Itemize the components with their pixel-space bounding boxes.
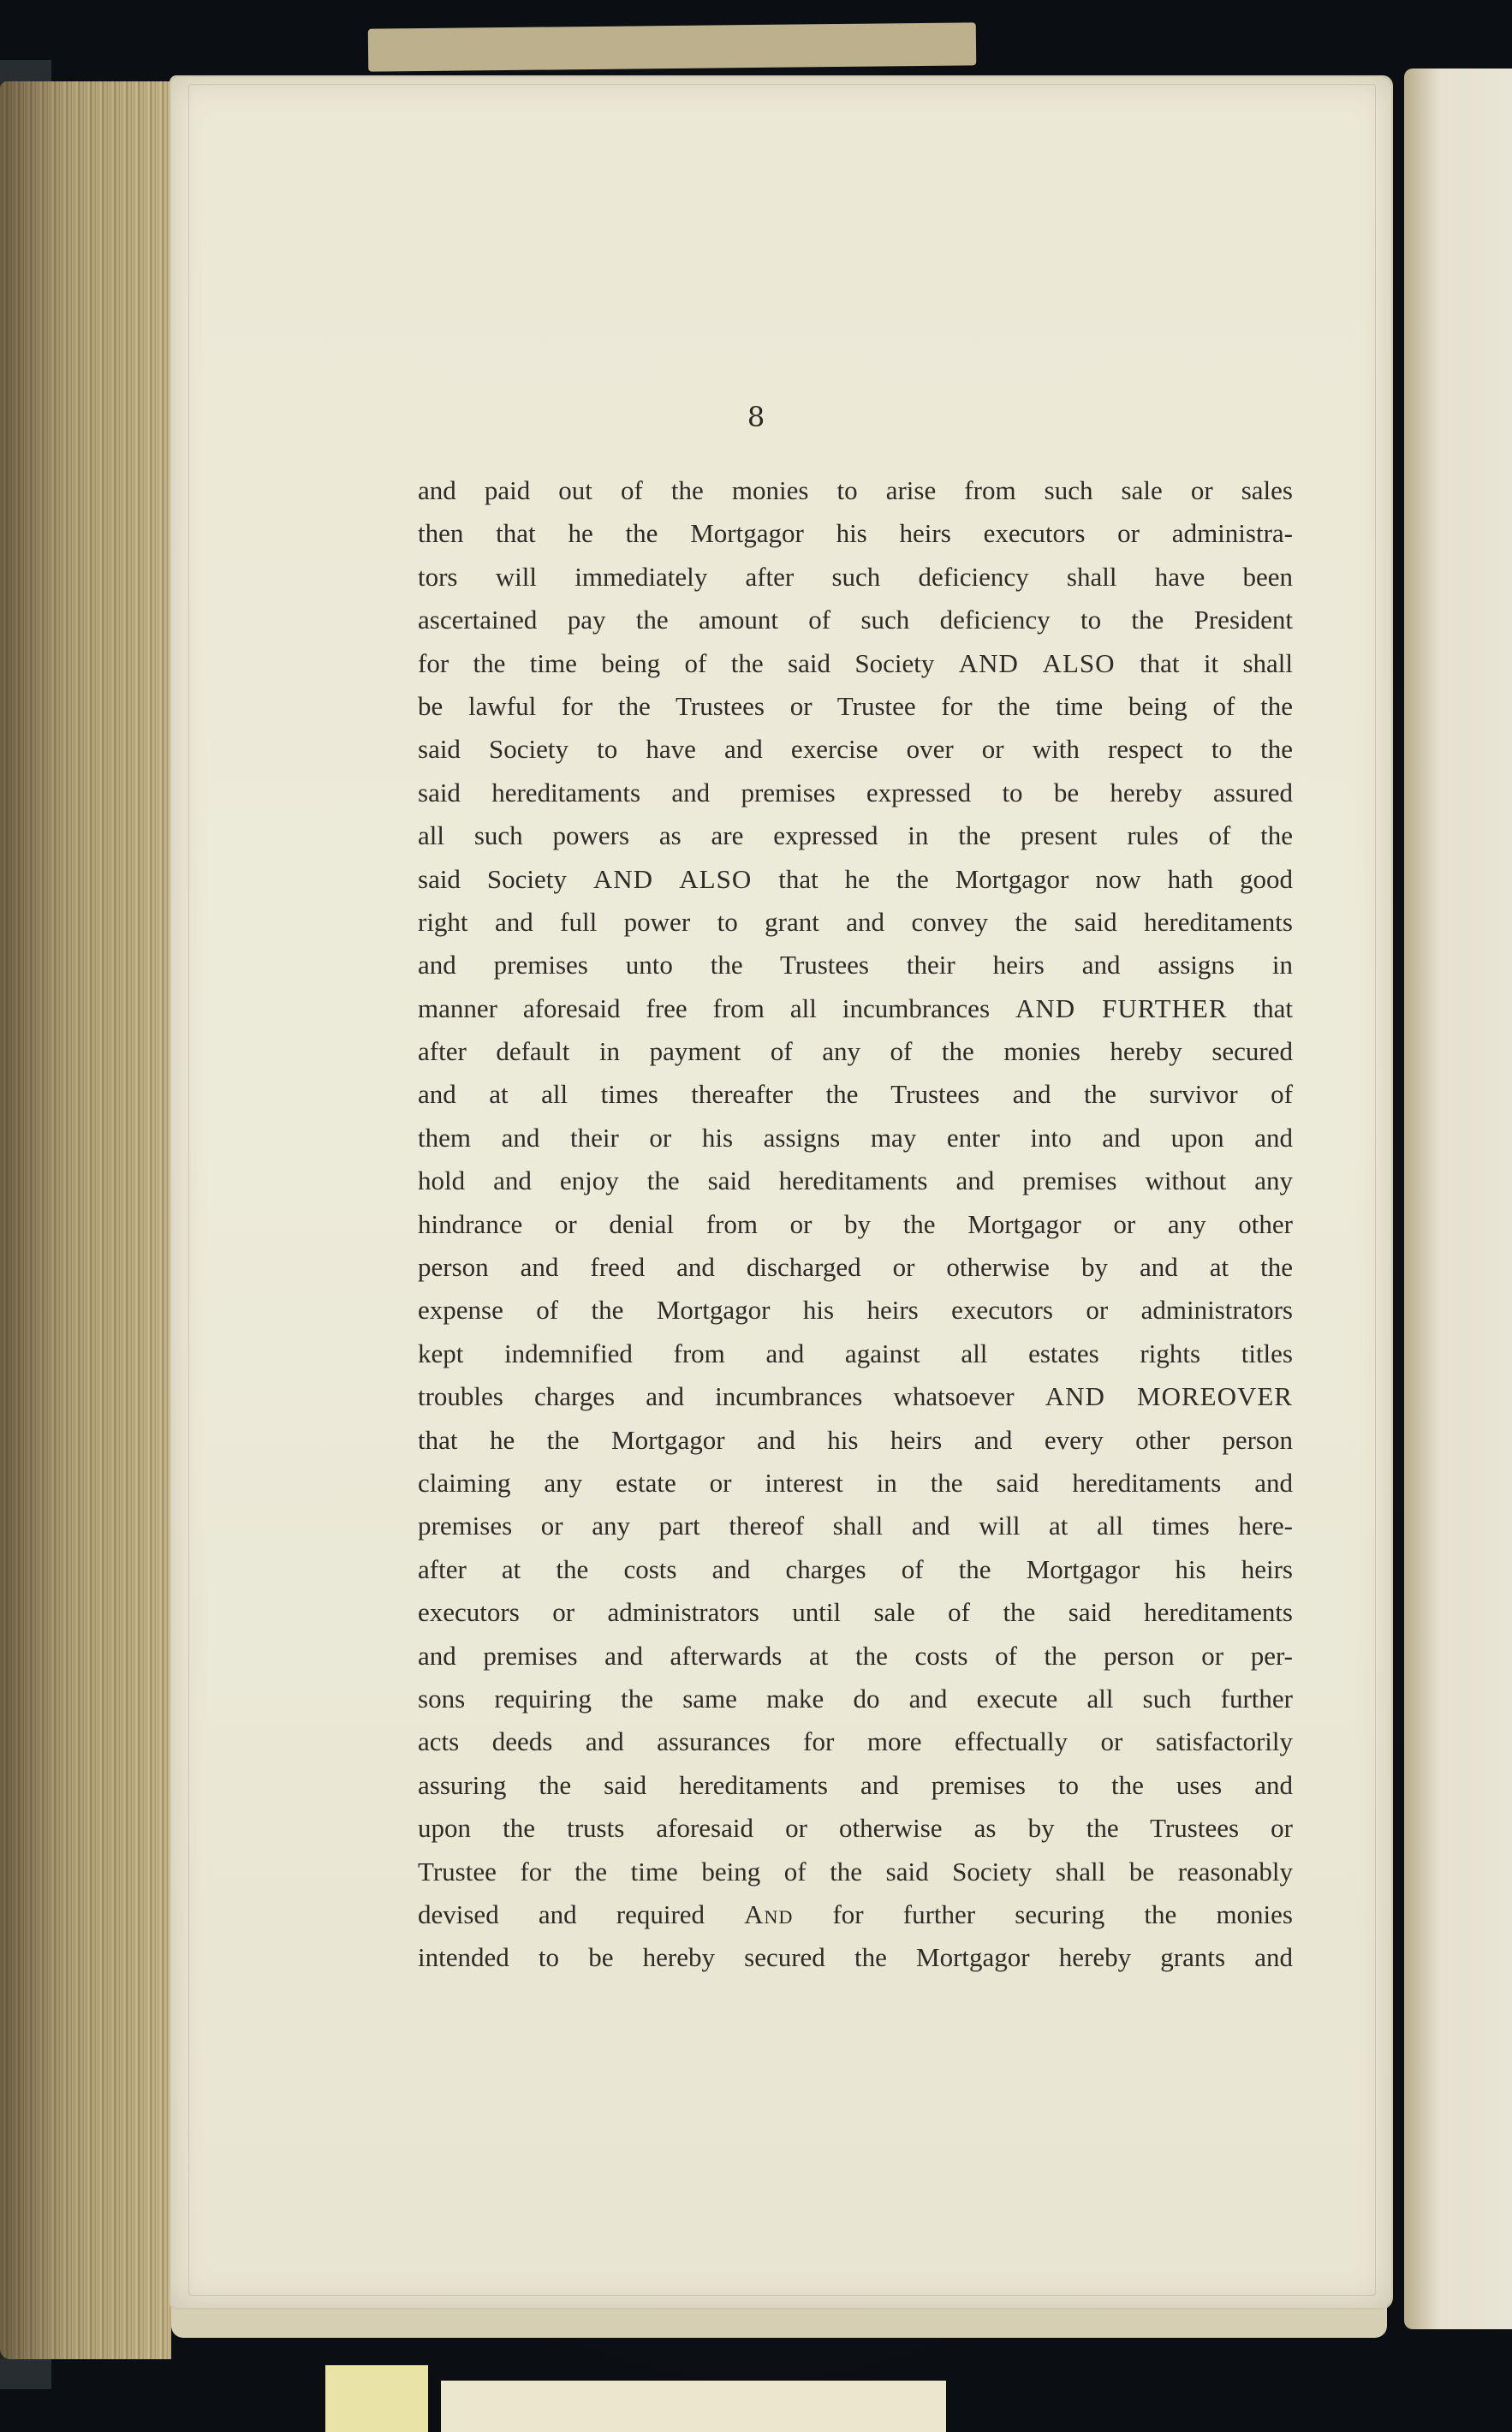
small-caps-phrase: AND ALSO: [592, 863, 753, 894]
line-segment: person and freed and discharged or otherwise by and at the: [418, 1252, 1293, 1283]
line-segment: upon the trusts aforesaid or otherwise as by the Trustees or: [418, 1813, 1293, 1844]
line-segment: then that he the Mortgagor his heirs executors or administra-: [418, 518, 1293, 549]
line-segment: said Society to have and exercise over or with respect to the: [418, 734, 1293, 765]
line-segment: expense of the Mortgagor his heirs executors or administrators: [418, 1295, 1293, 1326]
line-segment: for the time being of the said Society: [418, 647, 959, 678]
line-segment: and paid out of the monies to arise from such sale or sales: [418, 475, 1293, 505]
text-line: [418, 1635, 1293, 1678]
line-segment: and at all times thereafter the Trustees and the survivor of: [418, 1079, 1293, 1110]
text-line: [418, 1462, 1293, 1505]
text-line: [418, 944, 1293, 987]
text-line: [418, 1720, 1293, 1763]
line-segment: Trustee for the time being of the said Society shall be reasonably: [418, 1856, 1293, 1887]
text-line: [418, 469, 1293, 512]
line-segment: ascertained pay the amount of such deficiency to the President: [418, 605, 1293, 635]
text-line: [418, 1375, 1293, 1418]
text-line: [418, 1332, 1293, 1375]
paper-tab: [441, 2381, 946, 2432]
text-line: [418, 1936, 1293, 1979]
text-line: [418, 642, 1293, 685]
line-segment: tors will immediately after such deficiency shall have been: [418, 561, 1293, 592]
text-line: [418, 1117, 1293, 1159]
text-line: [418, 512, 1293, 555]
text-line: [418, 1246, 1293, 1289]
text-line: [418, 599, 1293, 641]
text-line: [418, 772, 1293, 814]
line-segment: and premises unto the Trustees their heirs and assigns in: [418, 950, 1293, 981]
text-line: [418, 556, 1293, 599]
text-line: [418, 728, 1293, 771]
line-segment: hindrance or denial from or by the Mortgagor or any other: [418, 1208, 1293, 1239]
line-segment: that he the Mortgagor now hath good: [752, 863, 1294, 894]
line-segment: right and full power to grant and convey the said hereditaments: [418, 906, 1293, 937]
text-line: [418, 1159, 1293, 1202]
page-number: 8: [747, 401, 765, 433]
text-line: [418, 1591, 1293, 1634]
body-text: [418, 469, 1293, 1980]
small-caps-phrase: AND FURTHER: [1015, 992, 1228, 1023]
small-caps-phrase: And: [744, 1899, 794, 1929]
line-segment: premises or any part thereof shall and will at all times here-: [418, 1511, 1293, 1541]
text-line: [418, 1764, 1293, 1807]
line-segment: be lawful for the Trustees or Trustee for the time being of the: [418, 690, 1293, 721]
text-line: [418, 814, 1293, 857]
text-line: [418, 1505, 1293, 1547]
line-segment: after default in payment of any of the monies hereby secured: [418, 1036, 1293, 1067]
text-line: [418, 1807, 1293, 1850]
line-segment: for further securing the monies: [793, 1899, 1293, 1929]
text-line: [418, 858, 1293, 901]
line-segment: them and their or his assigns may enter into and upon and: [418, 1122, 1293, 1153]
text-line: [418, 1678, 1293, 1720]
line-segment: sons requiring the same make do and execute all such further: [418, 1683, 1293, 1714]
top-page-strip: [368, 22, 976, 71]
text-line: [418, 901, 1293, 944]
line-segment: all such powers as are expressed in the present rules of the: [418, 820, 1293, 851]
line-segment: hold and enjoy the said hereditaments and premises without any: [418, 1165, 1293, 1196]
line-segment: kept indemnified from and against all estates rights titles: [418, 1338, 1293, 1368]
text-line: [418, 1073, 1293, 1116]
line-segment: after at the costs and charges of the Mortgagor his heirs: [418, 1553, 1293, 1584]
text-line: [418, 1851, 1293, 1893]
line-segment: acts deeds and assurances for more effectually or satisfactorily: [418, 1726, 1293, 1757]
line-segment: intended to be hereby secured the Mortgagor hereby grants and: [418, 1942, 1293, 1973]
line-segment: said hereditaments and premises expressed to be hereby assured: [418, 777, 1293, 808]
text-line: [418, 1289, 1293, 1332]
line-segment: devised and required: [418, 1899, 745, 1929]
line-segment: said Society: [418, 863, 593, 894]
page-bottom-edge: [171, 2304, 1387, 2338]
small-caps-phrase: AND MOREOVER: [1045, 1381, 1293, 1412]
small-caps-phrase: AND ALSO: [958, 647, 1116, 678]
line-segment: manner aforesaid free from all incumbrances: [418, 992, 1015, 1023]
text-line: [418, 685, 1293, 728]
text-line: [418, 1548, 1293, 1591]
line-segment: troubles charges and incumbrances whatsoever: [418, 1381, 1045, 1412]
line-segment: claiming any estate or interest in the said hereditaments and: [418, 1467, 1293, 1498]
line-segment: executors or administrators until sale of the said hereditaments: [418, 1597, 1293, 1628]
text-line: [418, 1419, 1293, 1462]
line-segment: that he the Mortgagor and his heirs and every other person: [418, 1424, 1293, 1455]
yellow-tab: [325, 2365, 428, 2432]
text-line: [418, 1030, 1293, 1073]
text-line: [418, 1893, 1293, 1936]
text-line: [418, 1203, 1293, 1246]
line-segment: that: [1227, 992, 1293, 1023]
line-segment: and premises and afterwards at the costs of the person or per-: [418, 1640, 1293, 1671]
line-segment: assuring the said hereditaments and premises to the uses and: [418, 1769, 1293, 1800]
text-line: [418, 987, 1293, 1030]
line-segment: that it shall: [1115, 647, 1294, 678]
